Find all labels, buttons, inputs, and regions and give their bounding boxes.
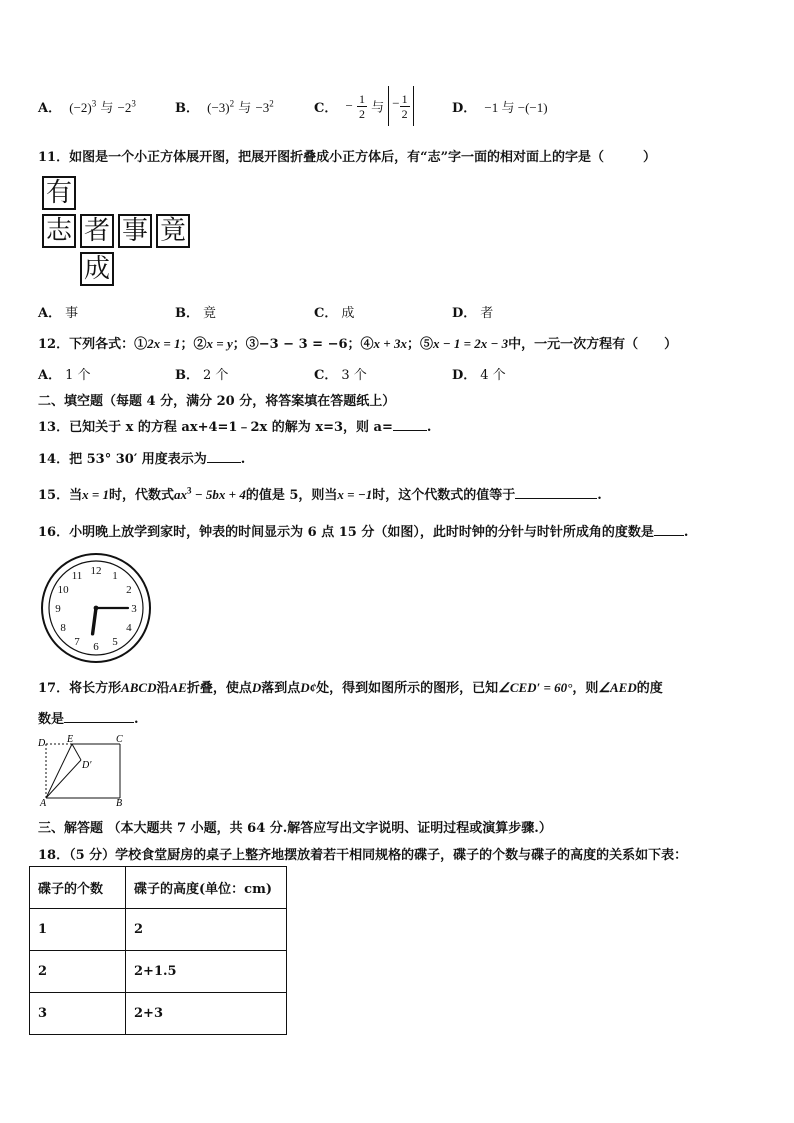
table-row xyxy=(30,909,287,951)
q12-option-a: A． 1 个 xyxy=(38,368,91,383)
table-cell: 2+3 xyxy=(126,993,287,1035)
clock-figure xyxy=(40,553,154,665)
table-cell: 1 xyxy=(30,909,126,951)
table-row xyxy=(30,993,287,1035)
q12-option-c: C． 3 个 xyxy=(314,368,367,383)
table-cell: 2 xyxy=(30,951,126,993)
net-face: 志 xyxy=(42,214,76,248)
q11-option-c: C． 成 xyxy=(314,306,355,321)
q11-option-a: A． 事 xyxy=(38,306,79,321)
clock-number: 2 xyxy=(126,584,132,596)
clock-number: 11 xyxy=(71,570,83,583)
clock-number: 6 xyxy=(93,641,99,653)
clock-center xyxy=(94,606,99,611)
option-key: C． xyxy=(314,100,338,116)
answer-blank[interactable] xyxy=(515,485,597,499)
clock-number: 9 xyxy=(55,603,61,615)
net-face: 成 xyxy=(80,252,114,286)
answer-blank[interactable] xyxy=(654,522,684,536)
q11-stem: 11．如图是一个小正方体展开图，把展开图折叠成小正方体后，有“志”字一面的相对面上的字是（ ） xyxy=(38,150,657,165)
clock-number: 1 xyxy=(112,570,118,583)
table-row xyxy=(30,951,287,993)
q13: 13．已知关于 x 的方程 ax+4=1﹣2x 的解为 x=3，则 a= . xyxy=(38,416,431,435)
option-key: A． xyxy=(38,101,62,116)
q10-option-a: A． $(-2)^3$ 与 $-2^3$ xyxy=(38,98,136,116)
net-face: 竟 xyxy=(156,214,190,248)
clock-number: 8 xyxy=(60,622,66,634)
clock-number: 7 xyxy=(74,635,80,648)
folded-rectangle-figure xyxy=(36,734,132,808)
q11-option-d: D． 者 xyxy=(452,306,494,321)
answer-blank[interactable] xyxy=(393,417,427,431)
table-header-row xyxy=(30,867,287,909)
label-C: C xyxy=(116,734,123,745)
q16: 16．小明晚上放学到家时，钟表的时间显示为 6 点 15 分（如图），此时时钟的分针与时针所成角的度数是 . xyxy=(38,521,688,540)
q17-line2: 数是 . xyxy=(38,708,139,727)
clock-number: 3 xyxy=(131,603,137,615)
fraction: $\frac{1}{2}$ xyxy=(401,92,408,121)
edge-AD-prime xyxy=(46,760,81,798)
label-A: A xyxy=(40,798,47,808)
clock-number: 12 xyxy=(90,565,102,577)
answer-blank[interactable] xyxy=(207,449,241,463)
label-D-prime: D′ xyxy=(82,760,92,771)
q15: 15．当x = 1时，代数式$ax^3 - 5bx + 4$的值是 5，则当x = −1时，这个代数式的值等于 . xyxy=(38,485,602,503)
fold-line-AE xyxy=(46,744,72,798)
q10-option-b: B． $(-3)^2$ 与 $-3^2$ xyxy=(175,98,274,116)
clock-number: 4 xyxy=(126,622,132,634)
table-cell: 3 xyxy=(30,993,126,1035)
answer-blank[interactable] xyxy=(64,709,134,723)
clock-number: 5 xyxy=(112,635,118,648)
q10-option-d: D． −1 与 −(−1) xyxy=(452,100,548,116)
label-E: E xyxy=(67,734,74,745)
option-key: B． xyxy=(175,101,199,116)
fraction: $\frac{1}{2}$ xyxy=(358,91,365,121)
q14: 14．把 53° 30′ 用度表示为 . xyxy=(38,448,245,467)
edge-ED-prime xyxy=(72,744,81,760)
section-heading-fill-blank: 二、填空题（每题 4 分，满分 20 分，将答案填在答题纸上） xyxy=(38,394,396,409)
q12-option-d: D． 4 个 xyxy=(452,368,506,383)
q18-stem: 18．（5 分）学校食堂厨房的桌子上整齐地摆放着若干相同规格的碟子，碟子的个数与碟子的高度的关系如下表： xyxy=(38,848,688,863)
table-header: 碟子的个数 xyxy=(30,867,126,909)
q17-line1: 17．将长方形ABCD沿AE折叠，使点D落到点D¢处，得到如图所示的图形，已知∠CED′ = 60°，则∠AED的度 xyxy=(38,680,663,696)
table-cell: 2 xyxy=(126,909,287,951)
q11-option-b: B． 竟 xyxy=(175,306,217,321)
section-heading-solutions: 三、解答题 （本大题共 7 小题，共 64 分.解答应写出文字说明、证明过程或演算步骤.） xyxy=(38,821,552,836)
table-header: 碟子的高度(单位：cm) xyxy=(126,867,287,909)
label-D: D xyxy=(38,738,46,749)
q12-stem: 12．下列各式：①2x = 1；②x = y；③−3 − 3 = −6；④x + 3x；⑤x − 1 = 2x − 3中，一元一次方程有（ ） xyxy=(38,336,678,352)
absolute-value: − $\frac{1}{2}$ xyxy=(388,86,413,126)
option-key: D． xyxy=(452,101,477,116)
hour-hand xyxy=(93,608,96,634)
label-B: B xyxy=(116,798,123,808)
clock-number: 10 xyxy=(57,584,69,596)
net-face: 事 xyxy=(118,214,152,248)
net-face: 有 xyxy=(42,176,76,210)
net-face: 者 xyxy=(80,214,114,248)
table-cell: 2+1.5 xyxy=(126,951,287,993)
plates-table xyxy=(29,866,287,1035)
q10-option-c: C． − $\frac{1}{2}$ 与 − $\frac{1}{2}$ xyxy=(314,86,414,126)
q12-option-b: B． 2 个 xyxy=(175,368,229,383)
cube-net-figure xyxy=(42,176,192,288)
